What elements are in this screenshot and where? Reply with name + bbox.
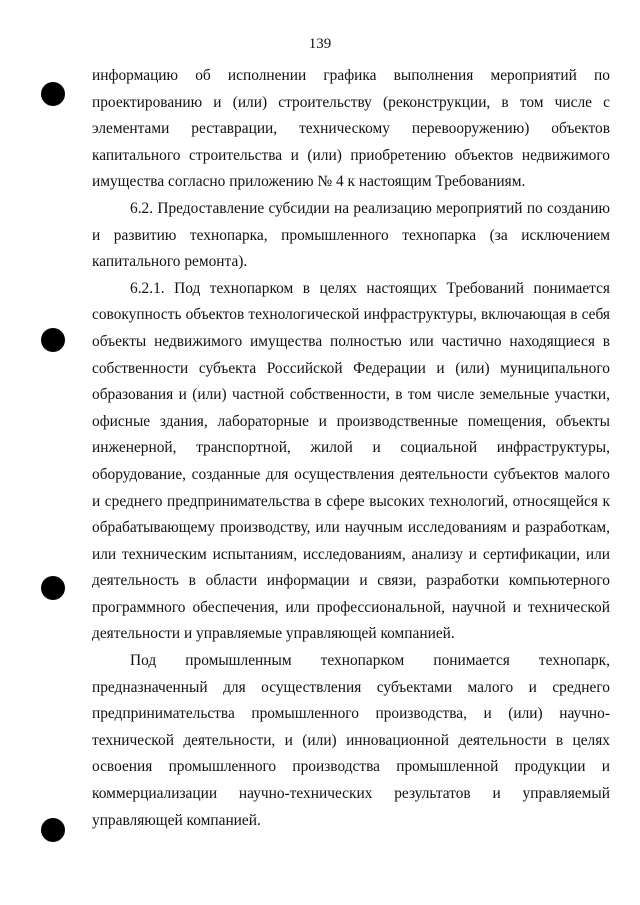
punch-hole-mark (41, 328, 65, 352)
document-body (92, 63, 610, 834)
paragraph-continued: информацию об исполнении графика выполнения мероприятий по проектированию и (или) строительству (реконструкции, в том числе с элементами реставрации, техническому перевооружению) объектов капитального строительства и (или) приобретению объектов недвижимого имущества согласно приложению № 4 к настоящим Требованиям. (92, 67, 610, 191)
punch-hole-mark (41, 82, 65, 106)
paragraph-6-2: 6.2. Предоставление субсидии на реализацию мероприятий по созданию и развитию технопарка, промышленного технопарка (за исключением капитального ремонта). (92, 199, 610, 271)
punch-hole-mark (41, 576, 65, 600)
page-number: 139 (308, 36, 332, 52)
paragraph-6-2-1: 6.2.1. Под технопарком в целях настоящих Требований понимается совокупность объектов технологической инфраструктуры, включающая в себя объекты недвижимого имущества полностью или частично находящиеся в собственности субъекта Российской Федерации и (или) муниципального образования и (или) частной собственности, в том числе земельные участки, офисные здания, лабораторные и производственные помещения, объекты инженерной, транспортной, жилой и социальной инфраструктуры, оборудование, созданные для осуществления деятельности субъектов малого и среднего предпринимательства в сфере высоких технологий, относящейся к обрабатывающему производству, или научным исследованиям и разработкам, или техническим испытаниям, исследованиям, анализу и сертификации, или деятельность в области информации и связи, разработки компьютерного программного обеспечения, или профессиональной, научной и технической деятельности и управляемые управляющей компанией. (92, 279, 610, 643)
paragraph-industrial-technopark: Под промышленным технопарком понимается технопарк, предназначенный для осуществления субъектами малого и среднего предпринимательства промышленного производства, и (или) научно-технической деятельности, и (или) инновационной деятельности в целях освоения промышленного производства промышленной продукции и коммерциализации научно-технических результатов и управляемый управляющей компанией. (92, 652, 610, 829)
punch-hole-mark (41, 818, 65, 842)
